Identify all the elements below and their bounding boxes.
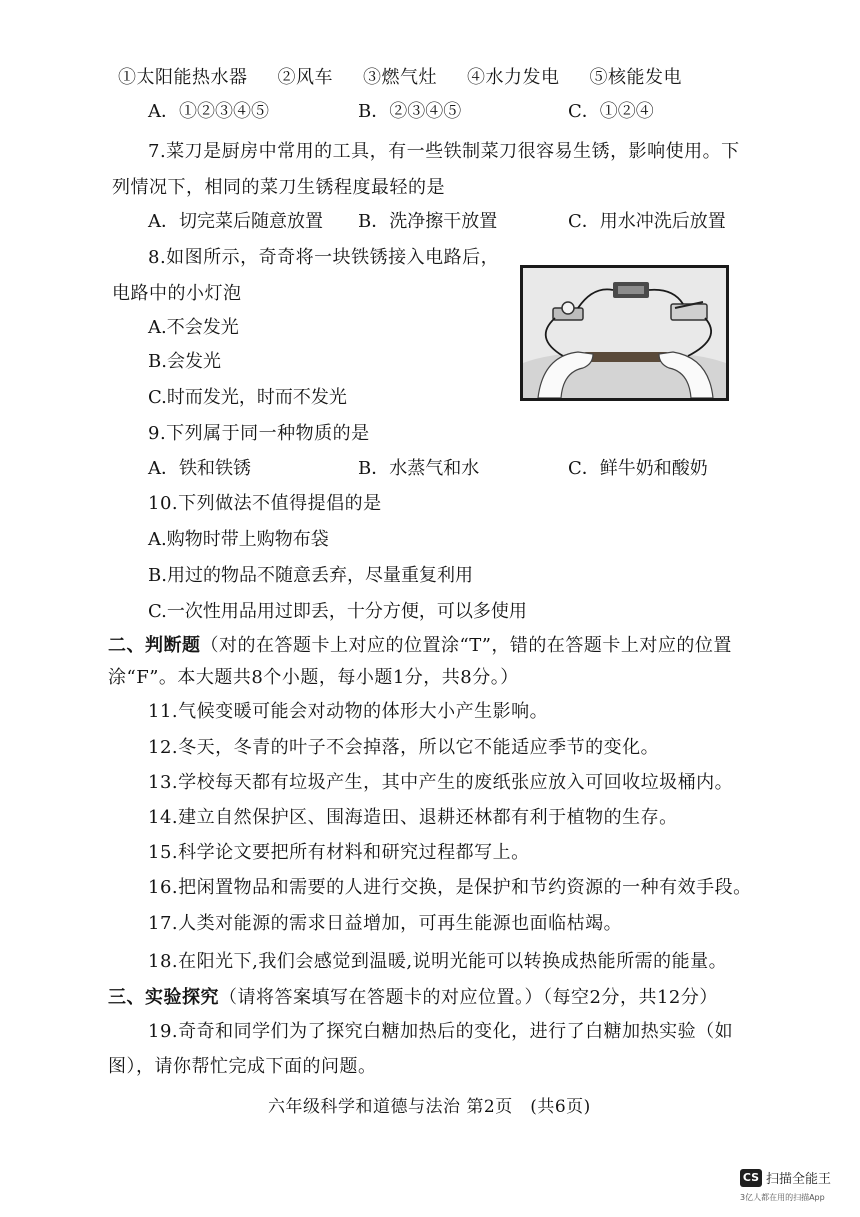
q6-item: ③燃气灶 xyxy=(363,67,437,88)
tf-item-13: 13.学校每天都有垃圾产生，其中产生的废纸张应放入可回收垃圾桶内。 xyxy=(148,772,734,793)
tf-item-18: 18.在阳光下,我们会感觉到温暖,说明光能可以转换成热能所需的能量。 xyxy=(148,951,728,972)
q7-option-b: B．洗净擦干放置 xyxy=(358,211,498,232)
q9-option-b: B．水蒸气和水 xyxy=(358,458,480,479)
q6-item: ②风车 xyxy=(277,67,333,88)
q8-stem-line1: 8.如图所示，奇奇将一块铁锈接入电路后， xyxy=(148,247,500,268)
battery-icon xyxy=(613,282,649,298)
section2-heading: 二、判断题 xyxy=(108,635,201,656)
q19-line2: 图），请你帮忙完成下面的问题。 xyxy=(108,1056,377,1077)
q10-option-c: C.一次性用品用过即丢，十分方便，可以多使用 xyxy=(148,601,527,622)
q6-items-row xyxy=(118,66,682,90)
section3-heading: 三、实验探究 xyxy=(108,987,219,1008)
q9-option-c: C．鲜牛奶和酸奶 xyxy=(568,458,708,479)
q6-item: ⑤核能发电 xyxy=(589,67,682,88)
q10-stem: 10.下列做法不值得提倡的是 xyxy=(148,493,382,514)
section2-heading-line xyxy=(108,634,732,658)
q8-option-b: B.会发光 xyxy=(148,351,221,372)
q9-option-a: A．铁和铁锈 xyxy=(148,458,251,479)
circuit-photo xyxy=(520,265,729,401)
section2-instructions: （对的在答题卡上对应的位置涂“T”，错的在答题卡上对应的位置 xyxy=(200,635,732,656)
section3-heading-line xyxy=(108,986,718,1010)
q6-option-b: B．②③④⑤ xyxy=(358,101,462,122)
circuit-illustration xyxy=(523,268,726,398)
q6-item: ①太阳能热水器 xyxy=(118,67,248,88)
q8-stem-line2: 电路中的小灯泡 xyxy=(112,283,242,304)
q6-option-c: C．①②④ xyxy=(568,101,654,122)
tf-item-16: 16.把闲置物品和需要的人进行交换，是保护和节约资源的一种有效手段。 xyxy=(148,877,752,898)
q6-option-a: A．①②③④⑤ xyxy=(148,101,269,122)
section2-instructions-line2: 涂“F”。本大题共8个小题，每小题1分，共8分。） xyxy=(108,667,519,688)
q7-option-a: A．切完菜后随意放置 xyxy=(148,211,323,232)
q19-line1: 19.奇奇和同学们为了探究白糖加热后的变化，进行了白糖加热实验（如 xyxy=(148,1021,734,1042)
scanner-tagline: 3亿人都在用的扫描App xyxy=(740,1193,825,1202)
q8-option-c: C.时而发光，时而不发光 xyxy=(148,387,347,408)
q6-item: ④水力发电 xyxy=(467,67,560,88)
q7-option-c: C．用水冲洗后放置 xyxy=(568,211,726,232)
iron-rust-strip xyxy=(583,352,669,362)
tf-item-15: 15.科学论文要把所有材料和研究过程都写上。 xyxy=(148,842,530,863)
tf-item-11: 11.气候变暖可能会对动物的体形大小产生影响。 xyxy=(148,701,549,722)
q10-option-b: B.用过的物品不随意丢弃，尽量重复利用 xyxy=(148,565,473,586)
q9-stem: 9.下列属于同一种物质的是 xyxy=(148,423,370,444)
scanner-brand-name: 扫描全能王 xyxy=(766,1172,832,1187)
section3-instructions: （请将答案填写在答题卡的对应位置。）（每空2分，共12分） xyxy=(219,987,718,1008)
q7-stem-line1: 7.菜刀是厨房中常用的工具，有一些铁制菜刀很容易生锈，影响使用。下 xyxy=(148,141,740,162)
tf-item-17: 17.人类对能源的需求日益增加，可再生能源也面临枯竭。 xyxy=(148,913,623,934)
tf-item-14: 14.建立自然保护区、围海造田、退耕还林都有利于植物的生存。 xyxy=(148,807,678,828)
q7-stem-line2: 列情况下，相同的菜刀生锈程度最轻的是 xyxy=(112,177,445,198)
camscanner-logo-icon: CS xyxy=(740,1169,762,1187)
page-footer: 六年级科学和道德与法治 第2页 (共6页) xyxy=(268,1097,591,1117)
q10-option-a: A.购物时带上购物布袋 xyxy=(148,529,329,550)
switch-icon xyxy=(671,302,707,320)
q8-option-a: A.不会发光 xyxy=(148,317,239,338)
tf-item-12: 12.冬天，冬青的叶子不会掉落，所以它不能适应季节的变化。 xyxy=(148,737,660,758)
